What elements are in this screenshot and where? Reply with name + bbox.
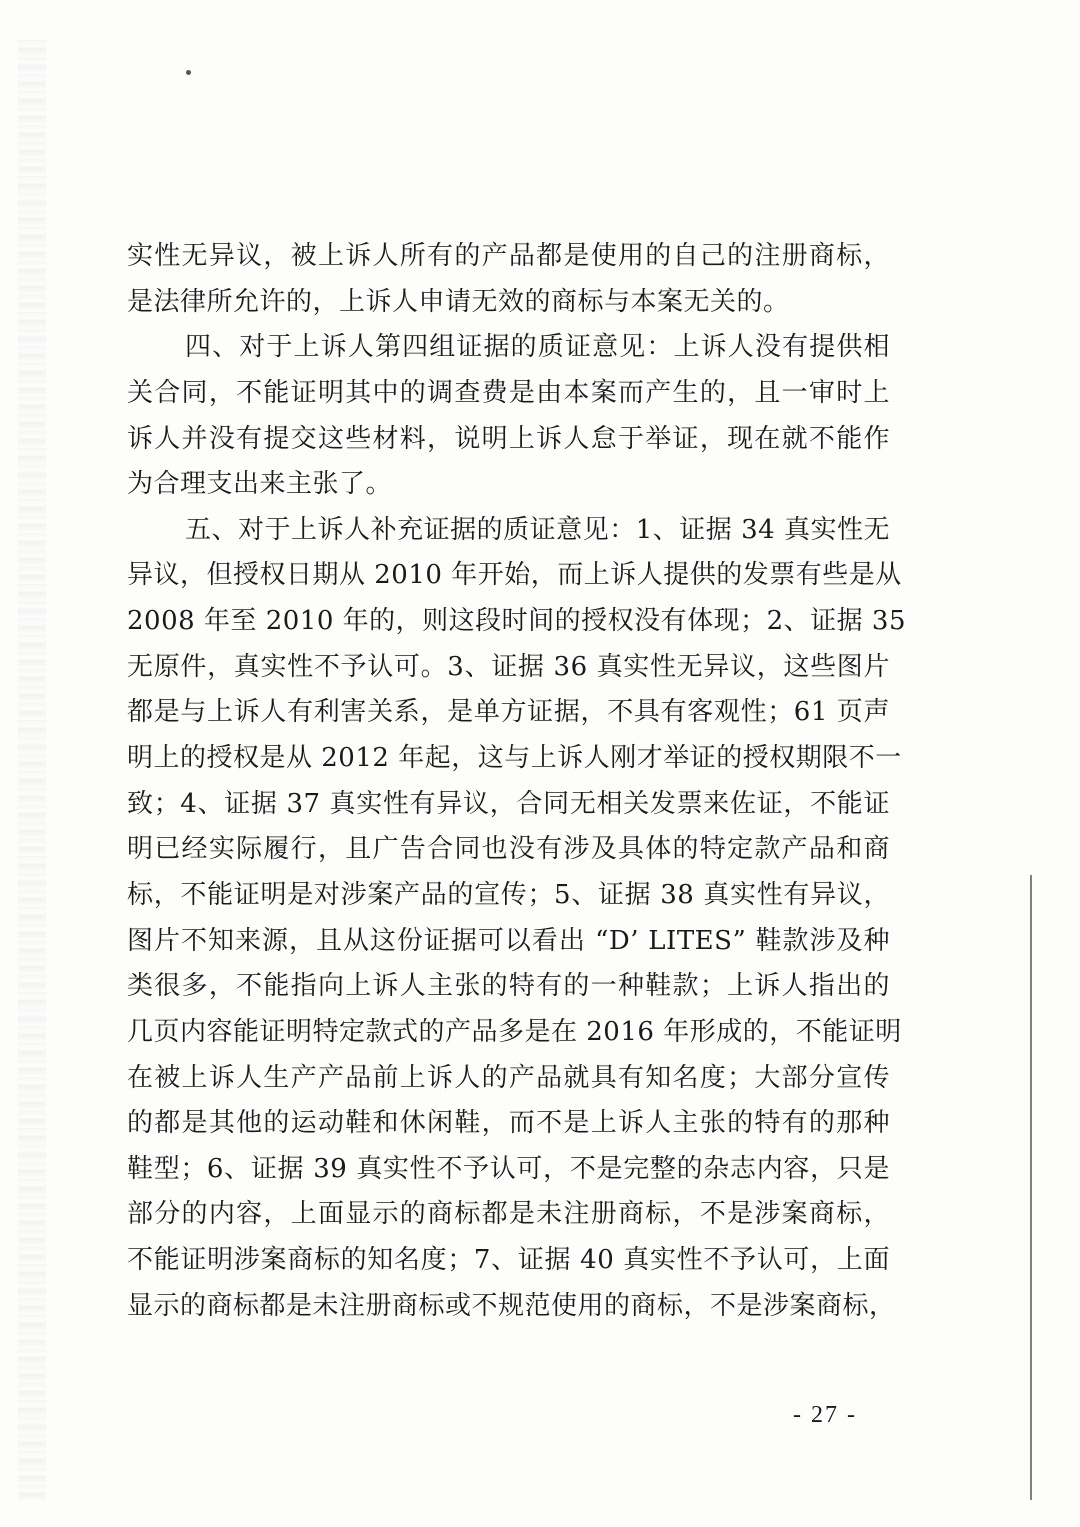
text-line: 关合同，不能证明其中的调查费是由本案而产生的，且一审时上 [127, 377, 890, 408]
text-line: 不能证明涉案商标的知名度；7、证据 40 真实性不予认可，上面 [127, 1245, 890, 1276]
text-line: 致；4、证据 37 真实性有异议，合同无相关发票来佐证，不能证 [127, 788, 890, 819]
text-line: 五、对于上诉人补充证据的质证意见：1、证据 34 真实性无 [185, 514, 890, 545]
text-line: 标，不能证明是对涉案产品的宣传；5、证据 38 真实性有异议， [127, 879, 890, 910]
text-line: 为合理支出来主张了。 [127, 469, 393, 500]
text-line: 显示的商标都是未注册商标或不规范使用的商标，不是涉案商标， [127, 1290, 896, 1321]
text-line: 异议，但授权日期从 2010 年开始，而上诉人提供的发票有些是从 [127, 560, 902, 591]
text-line: 部分的内容，上面显示的商标都是未注册商标，不是涉案商标， [127, 1199, 890, 1230]
text-line: 四、对于上诉人第四组证据的质证意见：上诉人没有提供相 [185, 332, 890, 363]
text-line: 在被上诉人生产产品前上诉人的产品就具有知名度；大部分宣传 [127, 1062, 890, 1093]
text-line: 实性无异议，被上诉人所有的产品都是使用的自己的注册商标， [127, 241, 890, 271]
text-line: 明上的授权是从 2012 年起，这与上诉人刚才举证的授权期限不一 [127, 743, 902, 774]
text-line: 无原件，真实性不予认可。3、证据 36 真实性无异议，这些图片 [127, 651, 890, 682]
text-line: 几页内容能证明特定款式的产品多是在 2016 年形成的，不能证明 [127, 1016, 902, 1047]
text-line: 的都是其他的运动鞋和休闲鞋，而不是上诉人主张的特有的那种 [127, 1108, 890, 1139]
text-line: 明已经实际履行，且广告合同也没有涉及具体的特定款产品和商 [127, 834, 890, 865]
text-line: 类很多，不能指向上诉人主张的特有的一种鞋款；上诉人指出的 [127, 971, 890, 1002]
page-number: - 27 - [793, 1402, 857, 1428]
text-line: 是法律所允许的，上诉人申请无效的商标与本案无关的。 [127, 286, 790, 317]
scan-speck [186, 70, 191, 75]
text-line: 鞋型；6、证据 39 真实性不予认可，不是完整的杂志内容，只是 [127, 1153, 890, 1184]
document-body [127, 234, 907, 1329]
text-line: 图片不知来源，且从这份证据可以看出 “D’ LITES” 鞋款涉及种 [127, 925, 890, 956]
text-line: 都是与上诉人有利害关系，是单方证据，不具有客观性；61 页声 [127, 697, 890, 728]
scan-edge-noise [18, 40, 46, 1500]
text-line: 2008 年至 2010 年的，则这段时间的授权没有体现；2、证据 35 [127, 606, 907, 637]
binding-edge-line [1030, 875, 1032, 1500]
text-line: 诉人并没有提交这些材料，说明上诉人怠于举证，现在就不能作 [127, 423, 890, 454]
